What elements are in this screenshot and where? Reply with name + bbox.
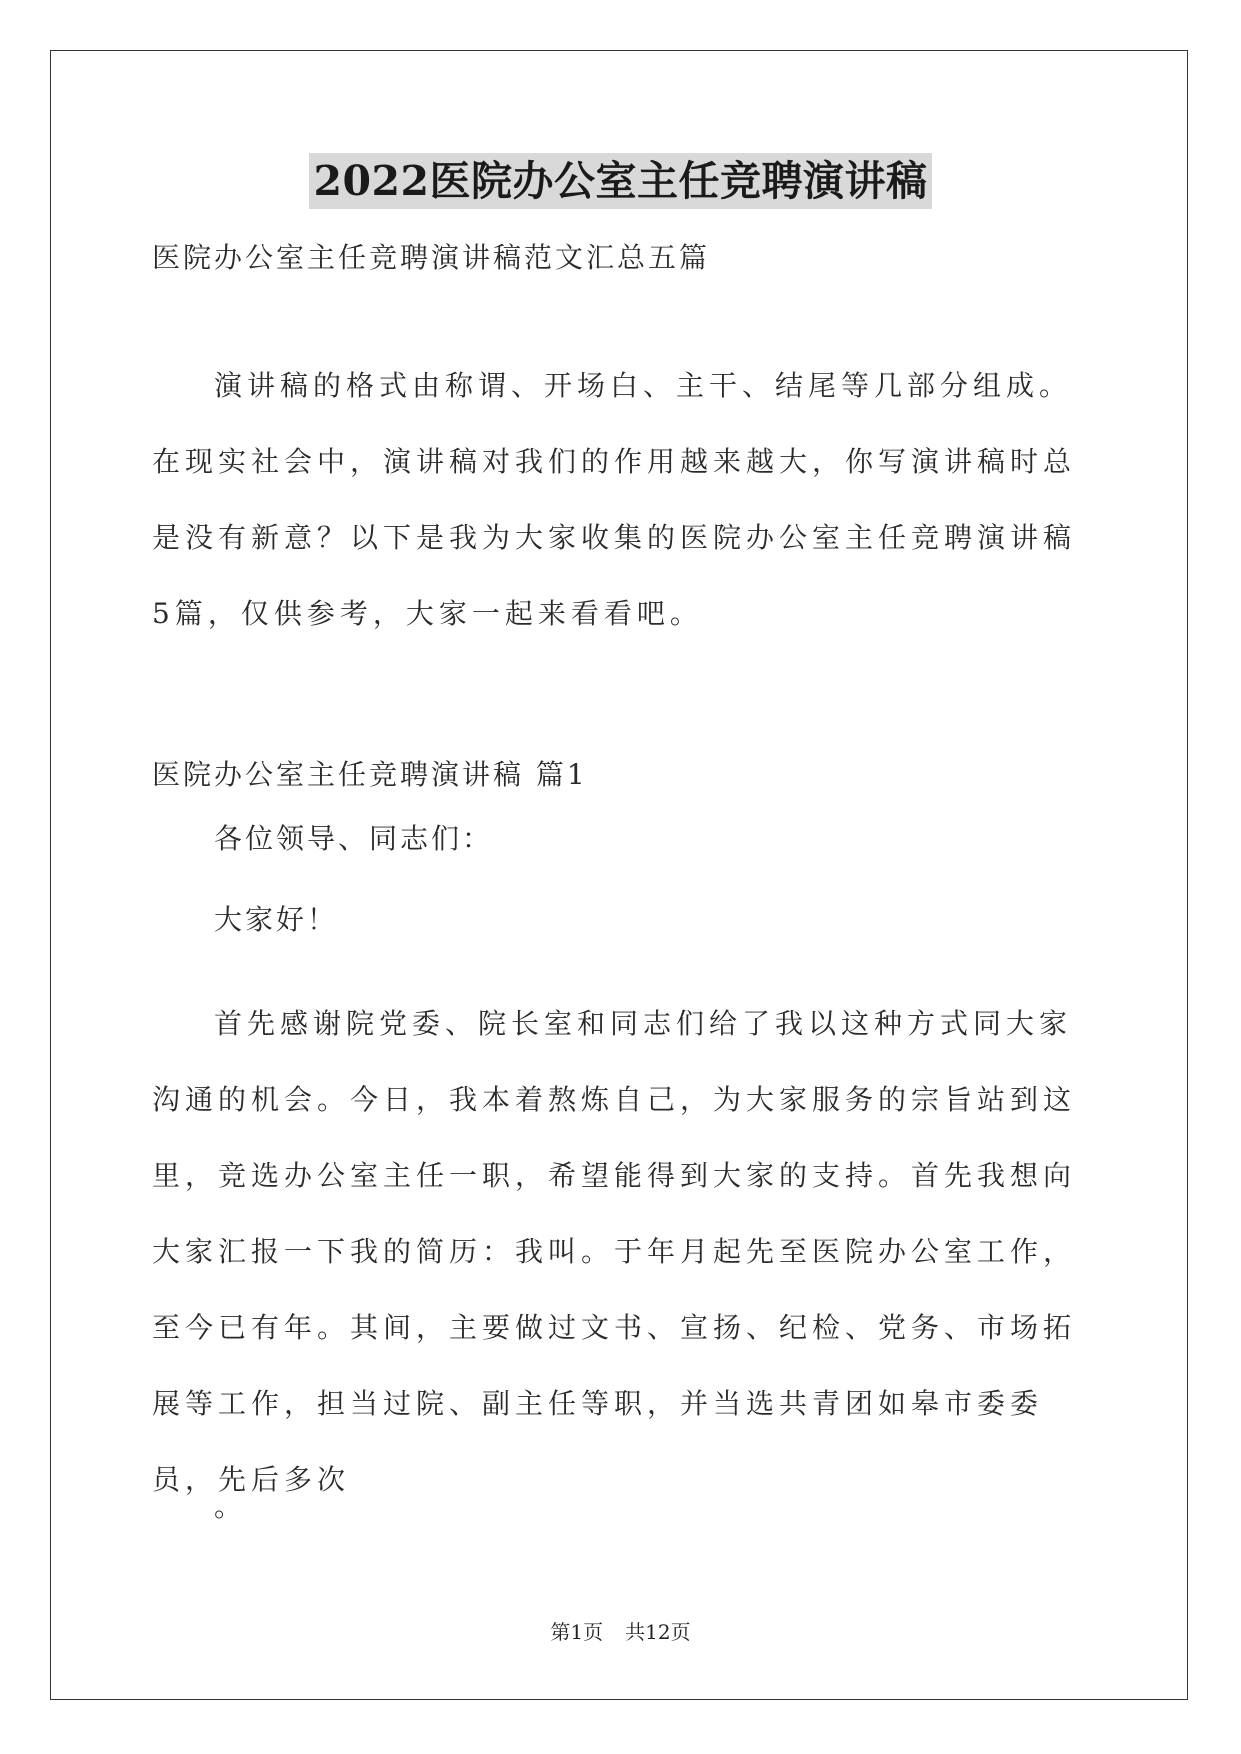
title-wrap: [0, 153, 1241, 209]
page-footer: [0, 1618, 1241, 1646]
intro-paragraph: 演讲稿的格式由称谓、开场白、主干、结尾等几部分组成。在现实社会中，演讲稿对我们的作用越来越大，你写演讲稿时总是没有新意？以下是我为大家收集的医院办公室主任竞聘演讲稿5篇，仅供参考，大家一起来看看吧。: [152, 369, 1077, 630]
trailing-dot: 。: [214, 1490, 246, 1523]
salutation: 各位领导、同志们：: [214, 822, 494, 855]
document-title: 2022医院办公室主任竞聘演讲稿: [309, 153, 931, 209]
document-subtitle: 医院办公室主任竞聘演讲稿范文汇总五篇: [152, 241, 711, 274]
greeting: 大家好！: [214, 903, 339, 936]
page-total: 共12页: [625, 1620, 691, 1644]
section-heading: 医院办公室主任竞聘演讲稿 篇1: [152, 758, 588, 791]
body-paragraph: 首先感谢院党委、院长室和同志们给了我以这种方式同大家沟通的机会。今日，我本着熬炼自己，为大家服务的宗旨站到这里，竞选办公室主任一职，希望能得到大家的支持。首先我想向大家汇报一下我的简历：我叫。于年月起先至医院办公室工作，至今已有年。其间，主要做过文书、宣扬、纪检、党务、市场拓展等工作，担当过院、副主任等职，并当选共青团如皋市委委员，先后多次: [152, 1007, 1077, 1496]
page-number: 第1页: [550, 1620, 604, 1644]
